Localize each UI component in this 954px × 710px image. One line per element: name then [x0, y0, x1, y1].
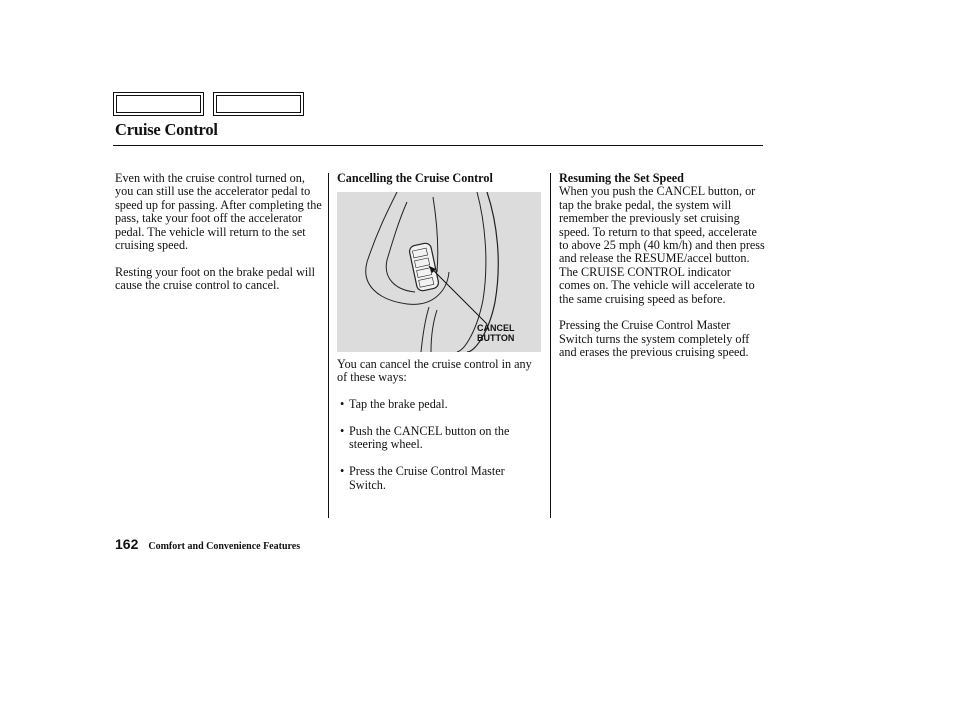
- bullet-glyph: •: [340, 424, 345, 438]
- col3-paragraph-2: Pressing the Cruise Control Master Switch turns the system completely off and erases the previous cruising speed.: [559, 318, 750, 360]
- header-tab-box-2: [213, 92, 304, 116]
- list-item: • Tap the brake pedal.: [340, 397, 448, 412]
- resume-heading: Resuming the Set Speed: [559, 171, 684, 185]
- page-footer: [115, 536, 300, 552]
- header-tab-box-1: [113, 92, 204, 116]
- column-1: [115, 172, 323, 306]
- cancel-instructions: [337, 358, 542, 505]
- column-divider-1: [328, 173, 329, 518]
- column-divider-2: [550, 173, 551, 518]
- bullet-glyph: •: [340, 397, 345, 412]
- cancel-button-callout: CANCEL BUTTON: [477, 323, 515, 343]
- column-2: [337, 171, 542, 492]
- cancel-intro: You can cancel the cruise control in any of these ways:: [337, 357, 532, 385]
- col1-paragraph-1: Even with the cruise control turned on, you can still use the accelerator pedal to speed up for passing. After completing the pass, take your foot off the accelerator pedal. The vehicle will return to the set cruising speed.: [115, 171, 322, 253]
- page-title: Cruise Control: [115, 120, 218, 139]
- cancel-heading: Cancelling the Cruise Control: [337, 171, 493, 185]
- column-3: [559, 172, 765, 373]
- section-name: Comfort and Convenience Features: [148, 541, 301, 552]
- col3-paragraph-1: When you push the CANCEL button, or tap the brake pedal, the system will remember the previously set cruising speed. To return to that speed, accelerate to above 25 mph (40 km/h) and then press and release the RESUME/accel button. The CRUISE CONTROL indicator comes on. The vehicle will accelerate to the same cruising speed as before.: [559, 184, 765, 306]
- list-item: • Press the Cruise Control Master Switch.: [340, 464, 505, 492]
- list-item: • Push the CANCEL button on the steering wheel.: [340, 424, 510, 452]
- steering-wheel-illustration: [337, 192, 541, 352]
- title-rule: [113, 145, 763, 146]
- page-number: 162: [115, 536, 139, 552]
- col1-paragraph-2: Resting your foot on the brake pedal will cause the cruise control to cancel.: [115, 264, 316, 293]
- bullet-glyph: •: [340, 464, 345, 479]
- cancel-methods-list: [337, 398, 542, 492]
